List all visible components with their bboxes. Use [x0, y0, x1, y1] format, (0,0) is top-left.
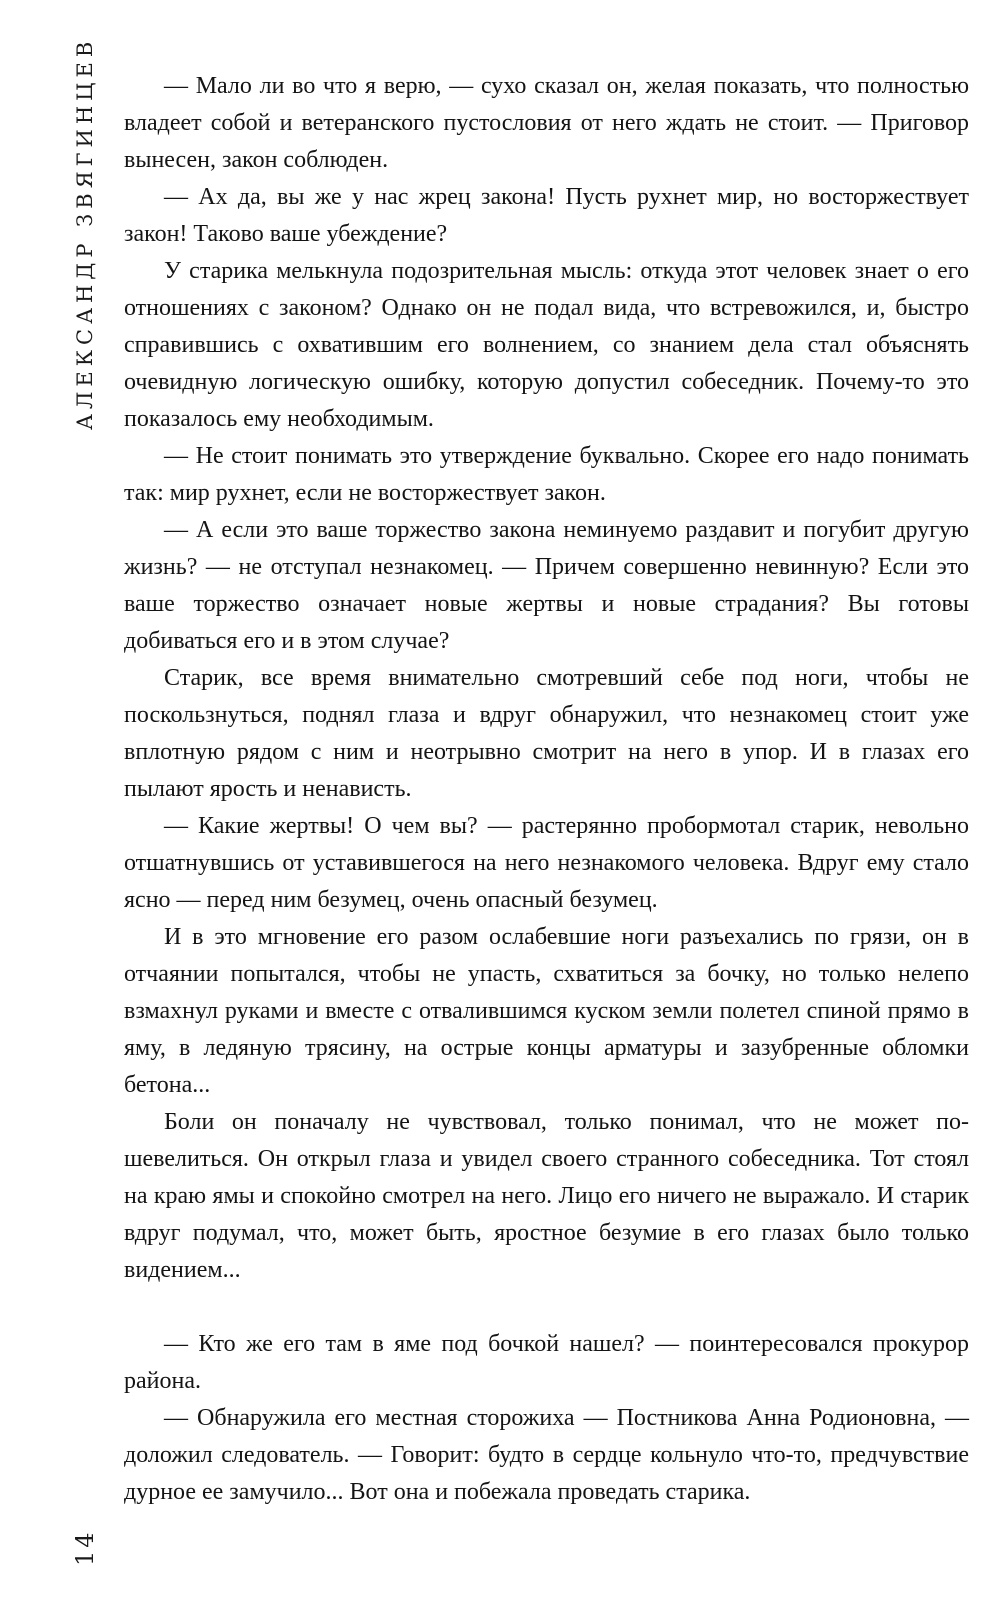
paragraph: И в это мгновение его разом ослабевшие ноги разъехались по грязи, он в отчаянии попытался, чтобы не упасть, схватиться за бочку, но только нелепо взмахнул руками и вместе с отвалившимся куском земли полетел спиной прямо в яму, в ледяную трясину, на острые концы арматуры и зазубренные обломки бетона...	[124, 924, 969, 1098]
paragraph: — Ах да, вы же у нас жрец закона! Пусть рухнет мир, но восторжествует закон! Таково ваше убеждение?	[124, 184, 969, 247]
paragraph: — А если это ваше торжество закона неминуемо раздавит и погубит другую жизнь? — не отступал незнакомец. — Причем совершенно невинную? Если это ваше торжество означает новые жертвы и новые страдания? Вы готовы добиваться его и в этом случае?	[124, 517, 969, 654]
paragraph: Боли он поначалу не чувствовал, только понимал, что не может пошевелиться. Он открыл глаза и увидел своего странного собеседника. Тот стоял на краю ямы и спокойно смотрел на него. Лицо его ничего не выражало. И старик вдруг подумал, что, может быть, яростное безумие в его глазах было только видением...	[124, 1109, 969, 1283]
paragraph: — Кто же его там в яме под бочкой нашел? — поинтересовался прокурор района.	[124, 1331, 969, 1394]
paragraph: — Обнаружила его местная сторожиха — Постникова Анна Родионовна, — доложил следователь. — Говорит: будто в сердце кольнуло что-то, предчувствие дурное ее замучило... Вот она и побежала проведать старика.	[124, 1405, 969, 1505]
paragraph: Старик, все время внимательно смотревший себе под ноги, чтобы не поскользнуться, поднял глаза и вдруг обнаружил, что незнакомец стоит уже вплотную рядом с ним и неотрывно смотрит на него в упор. И в глазах его пылают ярость и ненависть.	[124, 665, 969, 802]
running-head-author: АЛЕКСАНДР ЗВЯГИНЦЕВ	[73, 36, 97, 430]
page-number: 14	[71, 1529, 99, 1566]
paragraph: — Мало ли во что я верю, — сухо сказал он, желая показать, что полностью владеет собой и ветеранского пустословия от него ждать не стоит. — Приговор вынесен, закон соблюден.	[124, 73, 969, 173]
paragraph: — Не стоит понимать это утверждение буквально. Скорее его надо понимать так: мир рухнет, если не восторжествует закон.	[124, 443, 969, 506]
body-text	[124, 68, 969, 1511]
paragraph: У старика мелькнула подозрительная мысль: откуда этот человек знает о его отношениях с законом? Однако он не подал вида, что встревожился, и, быстро справившись с охватившим его волнением, со знанием дела стал объяснять очевидную логическую ошибку, которую допустил собеседник. Почему-то это показалось ему необходимым.	[124, 258, 969, 432]
section-break	[124, 1289, 969, 1326]
paragraph: — Какие жертвы! О чем вы? — растерянно пробормотал старик, невольно отшатнувшись от уставившегося на него незнакомого человека. Вдруг ему стало ясно — перед ним безумец, очень опасный безумец.	[124, 813, 969, 913]
